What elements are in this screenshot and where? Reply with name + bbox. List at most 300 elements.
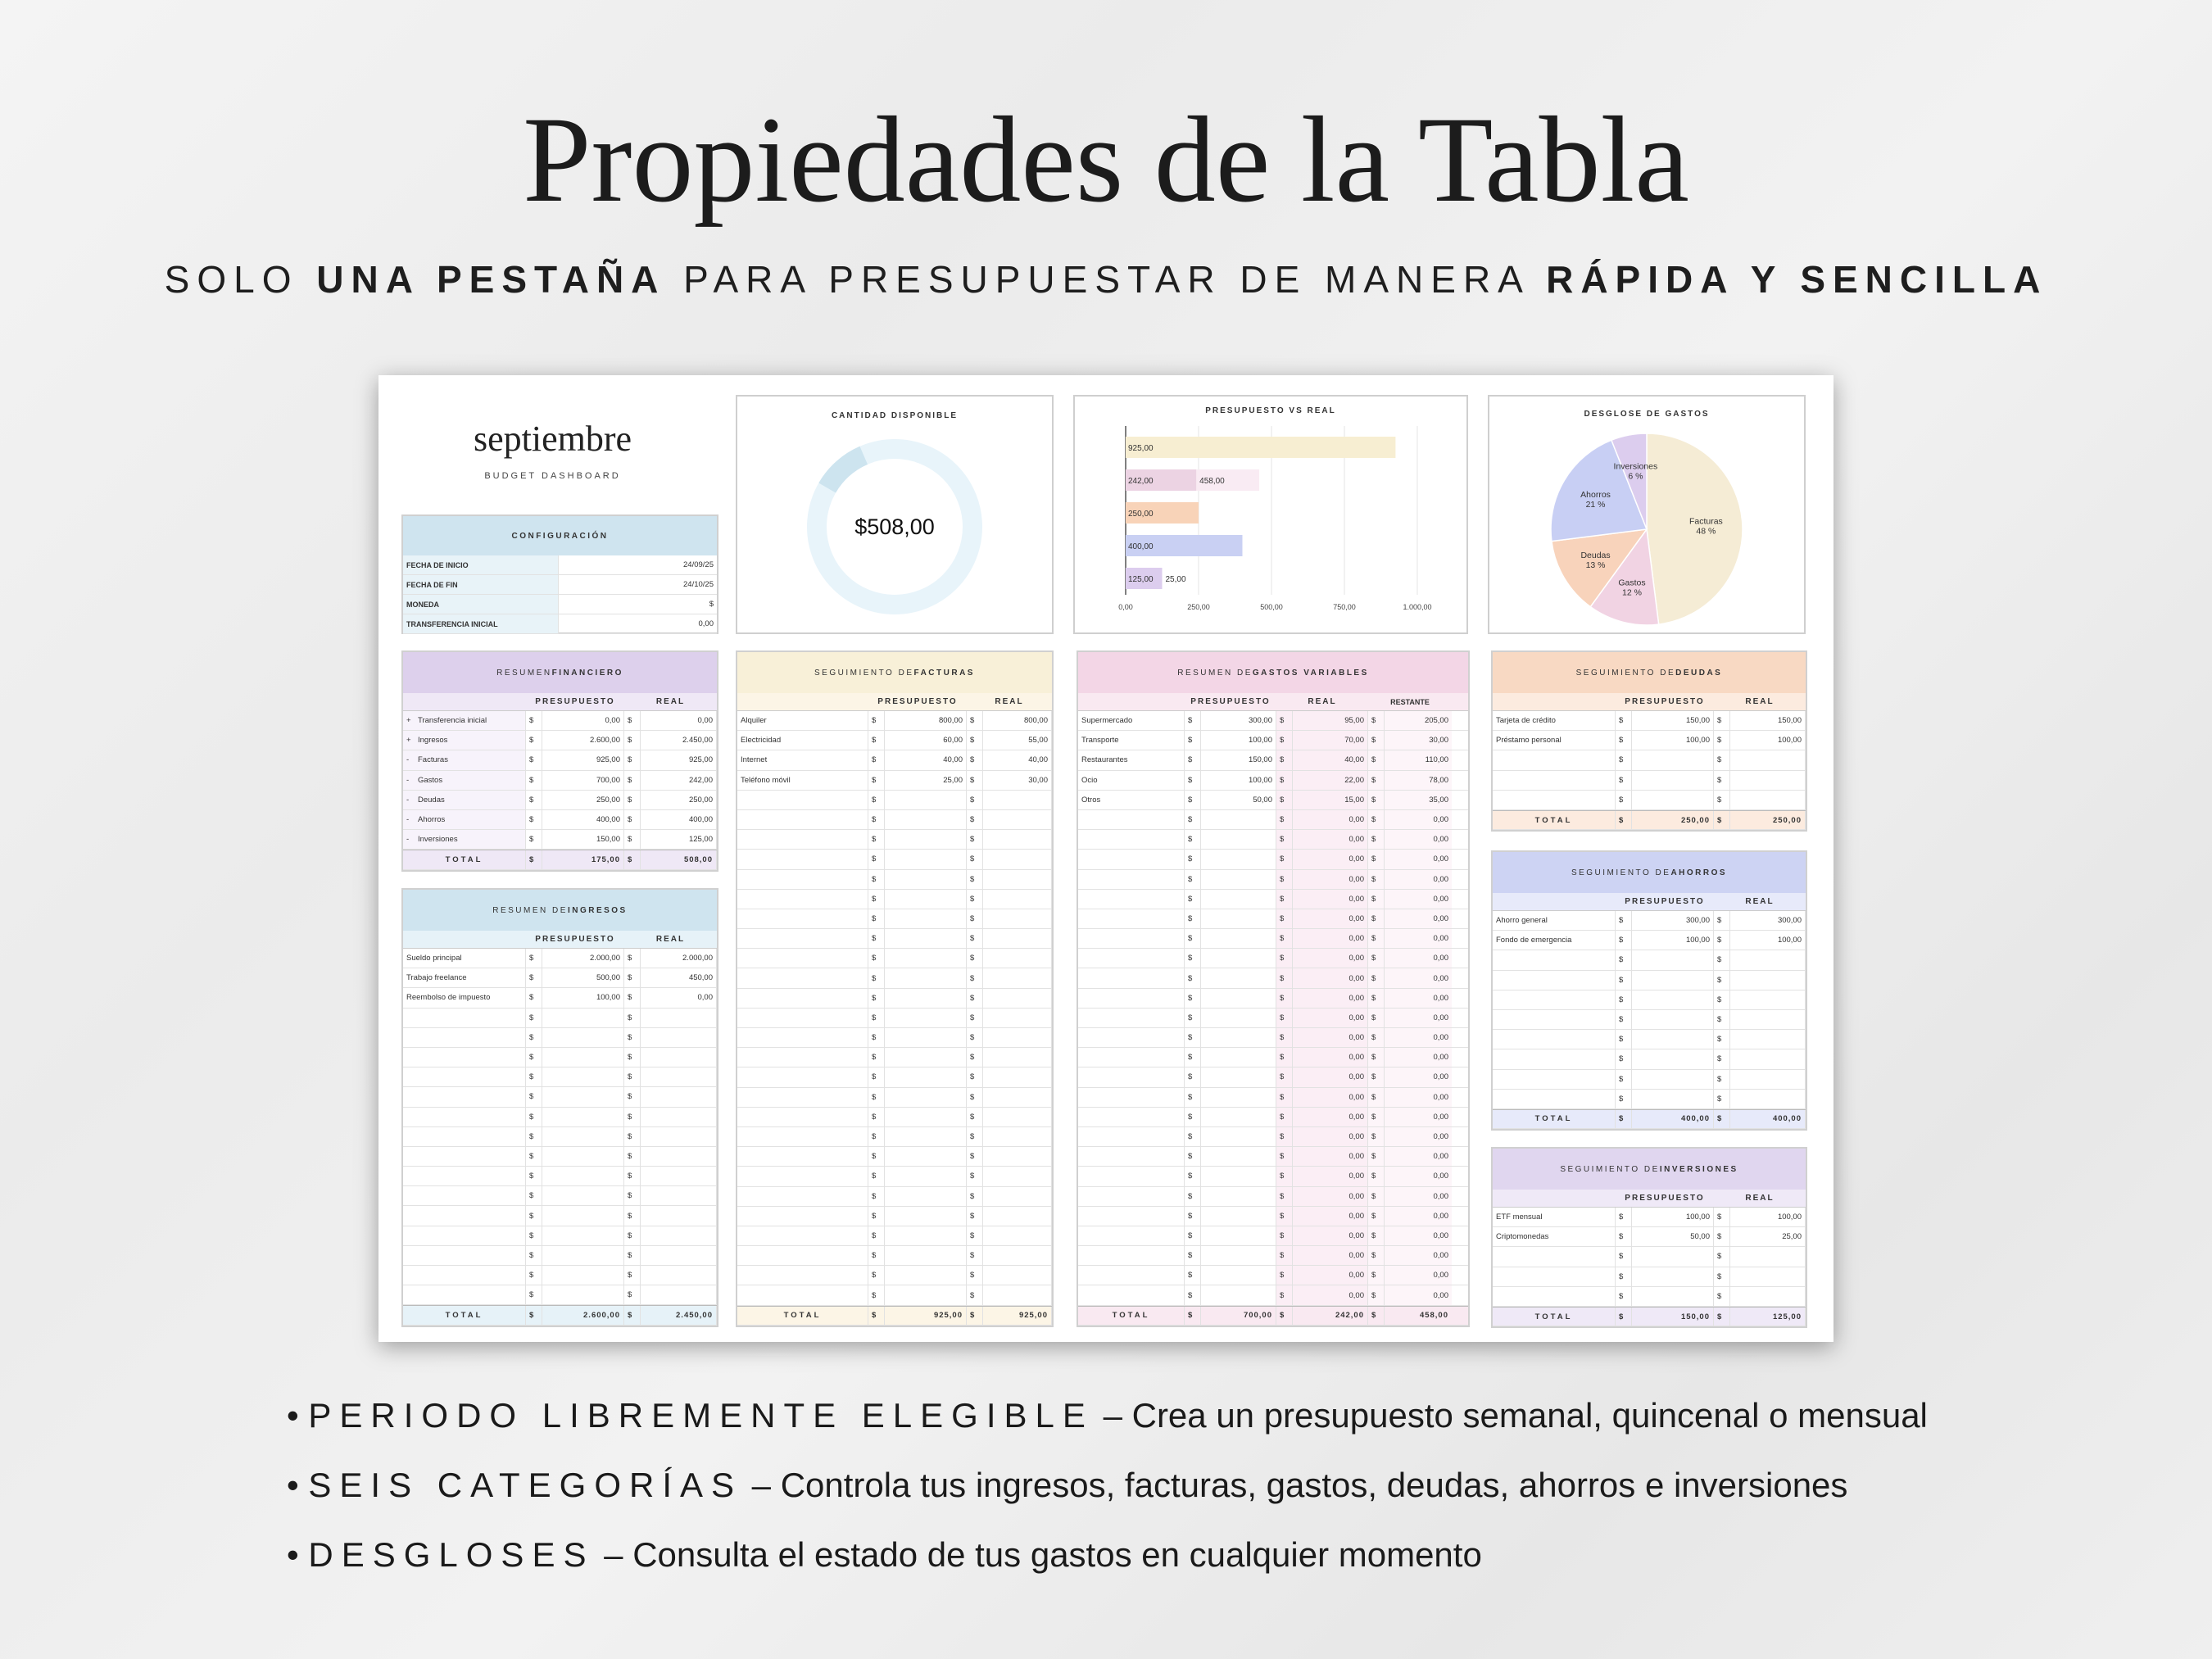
budget-value[interactable]: 2.600,00 bbox=[542, 731, 624, 750]
budget-value[interactable]: 50,00 bbox=[1632, 1227, 1714, 1246]
budget-value[interactable] bbox=[542, 1167, 624, 1185]
table-row[interactable] bbox=[1078, 771, 1468, 791]
budget-value[interactable]: 500,00 bbox=[542, 968, 624, 987]
budget-value[interactable]: 40,00 bbox=[885, 750, 967, 769]
budget-value[interactable]: 100,00 bbox=[1201, 731, 1276, 750]
budget-value[interactable]: 100,00 bbox=[1632, 931, 1714, 950]
table-row[interactable] bbox=[737, 1226, 1052, 1246]
real-value[interactable] bbox=[641, 1087, 717, 1106]
budget-value[interactable]: 300,00 bbox=[1201, 711, 1276, 730]
table-row[interactable] bbox=[737, 1147, 1052, 1167]
table-row[interactable] bbox=[1078, 1048, 1468, 1067]
real-value[interactable] bbox=[641, 1108, 717, 1126]
table-row[interactable] bbox=[737, 1108, 1052, 1127]
table-row[interactable] bbox=[737, 870, 1052, 890]
budget-value[interactable] bbox=[1632, 1267, 1714, 1286]
real-value[interactable]: 0,00 bbox=[1293, 1088, 1368, 1107]
real-value[interactable] bbox=[983, 1207, 1052, 1226]
real-value[interactable]: 150,00 bbox=[1730, 711, 1806, 730]
real-value[interactable] bbox=[641, 1246, 717, 1265]
real-value[interactable]: 300,00 bbox=[1730, 911, 1806, 930]
table-row[interactable] bbox=[1493, 1267, 1806, 1287]
budget-value[interactable]: 2.000,00 bbox=[542, 949, 624, 968]
table-row[interactable] bbox=[1493, 950, 1806, 970]
budget-value[interactable] bbox=[1201, 830, 1276, 849]
table-row[interactable] bbox=[1078, 1127, 1468, 1147]
budget-value[interactable] bbox=[885, 1167, 967, 1185]
real-value[interactable] bbox=[983, 1167, 1052, 1185]
real-value[interactable] bbox=[1730, 1030, 1806, 1049]
budget-value[interactable] bbox=[1632, 1010, 1714, 1029]
real-value[interactable] bbox=[641, 1009, 717, 1027]
real-value[interactable] bbox=[1730, 791, 1806, 809]
table-row[interactable] bbox=[1078, 850, 1468, 869]
table-row[interactable] bbox=[1078, 1108, 1468, 1127]
table-row[interactable] bbox=[737, 1067, 1052, 1087]
table-row[interactable] bbox=[1078, 968, 1468, 988]
table-row[interactable] bbox=[737, 1048, 1052, 1067]
config-value[interactable]: 0,00 bbox=[698, 619, 714, 628]
table-row[interactable] bbox=[737, 890, 1052, 909]
budget-value[interactable] bbox=[1201, 1088, 1276, 1107]
real-value[interactable]: 0,00 bbox=[1293, 1009, 1368, 1027]
budget-value[interactable] bbox=[1201, 1147, 1276, 1166]
table-row[interactable] bbox=[403, 1206, 717, 1226]
real-value[interactable]: 55,00 bbox=[983, 731, 1052, 750]
budget-value[interactable]: 250,00 bbox=[542, 791, 624, 809]
real-value[interactable] bbox=[983, 1009, 1052, 1027]
budget-value[interactable]: 25,00 bbox=[885, 771, 967, 790]
table-row[interactable] bbox=[403, 1226, 717, 1246]
real-value[interactable]: 0,00 bbox=[1293, 1147, 1368, 1166]
table-row[interactable] bbox=[737, 909, 1052, 929]
budget-value[interactable] bbox=[885, 870, 967, 889]
budget-value[interactable] bbox=[1632, 971, 1714, 990]
real-value[interactable]: 0,00 bbox=[1293, 989, 1368, 1008]
real-value[interactable] bbox=[983, 949, 1052, 968]
budget-value[interactable]: 300,00 bbox=[1632, 911, 1714, 930]
table-row[interactable] bbox=[1078, 1207, 1468, 1226]
real-value[interactable] bbox=[983, 989, 1052, 1008]
table-row[interactable] bbox=[1493, 771, 1806, 791]
table-row[interactable] bbox=[1078, 909, 1468, 929]
budget-value[interactable] bbox=[1201, 850, 1276, 868]
budget-value[interactable] bbox=[1201, 1067, 1276, 1086]
real-value[interactable] bbox=[641, 1186, 717, 1205]
table-row[interactable] bbox=[1078, 989, 1468, 1009]
table-row[interactable] bbox=[1078, 1167, 1468, 1186]
real-value[interactable]: 2.000,00 bbox=[641, 949, 717, 968]
budget-value[interactable]: 150,00 bbox=[1201, 750, 1276, 769]
table-row[interactable] bbox=[403, 810, 717, 830]
budget-value[interactable]: 100,00 bbox=[1201, 771, 1276, 790]
budget-value[interactable] bbox=[885, 830, 967, 849]
real-value[interactable] bbox=[1730, 1049, 1806, 1068]
budget-value[interactable] bbox=[542, 1028, 624, 1047]
budget-value[interactable] bbox=[542, 1266, 624, 1285]
table-row[interactable] bbox=[737, 1187, 1052, 1207]
config-value[interactable]: 24/09/25 bbox=[683, 560, 714, 569]
budget-value[interactable] bbox=[885, 1147, 967, 1166]
table-row[interactable] bbox=[737, 1266, 1052, 1285]
real-value[interactable]: 0,00 bbox=[1293, 1127, 1368, 1146]
real-value[interactable] bbox=[1730, 1287, 1806, 1306]
table-row[interactable] bbox=[1493, 990, 1806, 1010]
budget-value[interactable] bbox=[1201, 1266, 1276, 1285]
budget-value[interactable] bbox=[1201, 810, 1276, 829]
real-value[interactable]: 0,00 bbox=[1293, 1246, 1368, 1265]
table-row[interactable] bbox=[403, 1266, 717, 1285]
table-row[interactable] bbox=[1078, 949, 1468, 968]
table-row[interactable] bbox=[737, 1028, 1052, 1048]
table-row[interactable] bbox=[737, 1127, 1052, 1147]
table-row[interactable] bbox=[737, 949, 1052, 968]
budget-value[interactable] bbox=[1201, 1028, 1276, 1047]
table-row[interactable] bbox=[403, 968, 717, 988]
table-row[interactable] bbox=[1078, 731, 1468, 750]
real-value[interactable]: 0,00 bbox=[1293, 1266, 1368, 1285]
table-row[interactable] bbox=[403, 731, 717, 750]
budget-value[interactable] bbox=[1201, 1127, 1276, 1146]
budget-value[interactable] bbox=[885, 968, 967, 987]
budget-value[interactable]: 150,00 bbox=[1632, 711, 1714, 730]
table-row[interactable] bbox=[1078, 750, 1468, 770]
budget-value[interactable] bbox=[1201, 1187, 1276, 1206]
budget-value[interactable] bbox=[885, 1187, 967, 1206]
real-value[interactable] bbox=[1730, 750, 1806, 769]
table-row[interactable] bbox=[403, 1009, 717, 1028]
budget-value[interactable] bbox=[885, 890, 967, 909]
real-value[interactable] bbox=[983, 810, 1052, 829]
table-row[interactable] bbox=[403, 1147, 717, 1167]
real-value[interactable] bbox=[641, 1127, 717, 1146]
budget-value[interactable] bbox=[1201, 929, 1276, 948]
budget-value[interactable] bbox=[885, 929, 967, 948]
budget-value[interactable] bbox=[885, 1009, 967, 1027]
budget-value[interactable] bbox=[1632, 1287, 1714, 1306]
budget-value[interactable] bbox=[885, 1226, 967, 1245]
budget-value[interactable] bbox=[542, 1087, 624, 1106]
table-row[interactable] bbox=[403, 1246, 717, 1266]
config-value[interactable]: $ bbox=[709, 600, 714, 609]
real-value[interactable]: 100,00 bbox=[1730, 1208, 1806, 1226]
budget-value[interactable] bbox=[542, 1009, 624, 1027]
budget-value[interactable]: 50,00 bbox=[1201, 791, 1276, 809]
real-value[interactable] bbox=[983, 1127, 1052, 1146]
budget-value[interactable] bbox=[1632, 950, 1714, 969]
budget-value[interactable] bbox=[1201, 1167, 1276, 1185]
real-value[interactable] bbox=[983, 791, 1052, 809]
budget-value[interactable]: 100,00 bbox=[542, 988, 624, 1007]
table-row[interactable] bbox=[1493, 1287, 1806, 1307]
real-value[interactable] bbox=[983, 1088, 1052, 1107]
budget-value[interactable] bbox=[1201, 989, 1276, 1008]
budget-value[interactable] bbox=[885, 850, 967, 868]
budget-value[interactable] bbox=[542, 1067, 624, 1086]
table-row[interactable] bbox=[737, 791, 1052, 810]
table-row[interactable] bbox=[737, 1088, 1052, 1108]
real-value[interactable]: 800,00 bbox=[983, 711, 1052, 730]
budget-value[interactable] bbox=[1201, 1048, 1276, 1067]
real-value[interactable]: 250,00 bbox=[641, 791, 717, 809]
budget-value[interactable] bbox=[542, 1246, 624, 1265]
real-value[interactable] bbox=[983, 1266, 1052, 1285]
real-value[interactable]: 100,00 bbox=[1730, 931, 1806, 950]
real-value[interactable] bbox=[641, 1167, 717, 1185]
real-value[interactable]: 0,00 bbox=[1293, 1048, 1368, 1067]
budget-value[interactable] bbox=[1201, 1108, 1276, 1126]
budget-value[interactable] bbox=[885, 791, 967, 809]
budget-value[interactable] bbox=[542, 1206, 624, 1225]
real-value[interactable] bbox=[1730, 990, 1806, 1009]
table-row[interactable] bbox=[1493, 731, 1806, 750]
budget-value[interactable]: 100,00 bbox=[1632, 1208, 1714, 1226]
real-value[interactable]: 25,00 bbox=[1730, 1227, 1806, 1246]
real-value[interactable] bbox=[1730, 1010, 1806, 1029]
budget-value[interactable] bbox=[885, 909, 967, 928]
real-value[interactable] bbox=[983, 1285, 1052, 1304]
table-row[interactable] bbox=[403, 1048, 717, 1067]
real-value[interactable]: 242,00 bbox=[641, 771, 717, 790]
table-row[interactable] bbox=[1078, 929, 1468, 949]
table-row[interactable] bbox=[403, 771, 717, 791]
table-row[interactable] bbox=[403, 988, 717, 1008]
real-value[interactable]: 0,00 bbox=[1293, 929, 1368, 948]
table-row[interactable] bbox=[737, 1009, 1052, 1028]
table-row[interactable] bbox=[403, 1108, 717, 1127]
budget-value[interactable] bbox=[1201, 1226, 1276, 1245]
real-value[interactable] bbox=[983, 850, 1052, 868]
real-value[interactable]: 450,00 bbox=[641, 968, 717, 987]
budget-value[interactable] bbox=[1201, 949, 1276, 968]
real-value[interactable] bbox=[641, 1028, 717, 1047]
table-row[interactable] bbox=[1078, 810, 1468, 830]
budget-value[interactable]: 700,00 bbox=[542, 771, 624, 790]
table-row[interactable] bbox=[1078, 1226, 1468, 1246]
real-value[interactable]: 95,00 bbox=[1293, 711, 1368, 730]
table-row[interactable] bbox=[403, 1167, 717, 1186]
real-value[interactable] bbox=[983, 1067, 1052, 1086]
table-row[interactable] bbox=[737, 830, 1052, 850]
real-value[interactable] bbox=[1730, 971, 1806, 990]
table-row[interactable] bbox=[1493, 911, 1806, 931]
budget-value[interactable] bbox=[1632, 1070, 1714, 1089]
table-row[interactable] bbox=[403, 1087, 717, 1107]
budget-value[interactable] bbox=[542, 1127, 624, 1146]
table-row[interactable] bbox=[1493, 1049, 1806, 1069]
table-row[interactable] bbox=[1493, 1227, 1806, 1247]
budget-value[interactable] bbox=[885, 1246, 967, 1265]
real-value[interactable]: 0,00 bbox=[1293, 870, 1368, 889]
real-value[interactable] bbox=[983, 890, 1052, 909]
budget-value[interactable] bbox=[885, 989, 967, 1008]
real-value[interactable]: 0,00 bbox=[1293, 1028, 1368, 1047]
real-value[interactable] bbox=[983, 870, 1052, 889]
real-value[interactable] bbox=[641, 1147, 717, 1166]
budget-value[interactable] bbox=[542, 1285, 624, 1304]
table-row[interactable] bbox=[1078, 1187, 1468, 1207]
real-value[interactable] bbox=[983, 929, 1052, 948]
config-value[interactable]: 24/10/25 bbox=[683, 580, 714, 589]
table-row[interactable] bbox=[737, 968, 1052, 988]
table-row[interactable] bbox=[737, 711, 1052, 731]
real-value[interactable] bbox=[641, 1226, 717, 1245]
real-value[interactable]: 0,00 bbox=[1293, 830, 1368, 849]
table-row[interactable] bbox=[1493, 971, 1806, 990]
table-row[interactable] bbox=[1493, 750, 1806, 770]
budget-value[interactable] bbox=[1201, 890, 1276, 909]
real-value[interactable]: 0,00 bbox=[1293, 1067, 1368, 1086]
real-value[interactable]: 2.450,00 bbox=[641, 731, 717, 750]
real-value[interactable]: 400,00 bbox=[641, 810, 717, 829]
budget-value[interactable] bbox=[1632, 791, 1714, 809]
real-value[interactable]: 70,00 bbox=[1293, 731, 1368, 750]
budget-value[interactable] bbox=[885, 1207, 967, 1226]
real-value[interactable]: 40,00 bbox=[1293, 750, 1368, 769]
table-row[interactable] bbox=[403, 830, 717, 850]
table-row[interactable] bbox=[403, 791, 717, 810]
budget-value[interactable] bbox=[1201, 1009, 1276, 1027]
budget-value[interactable] bbox=[1201, 968, 1276, 987]
table-row[interactable] bbox=[1078, 890, 1468, 909]
real-value[interactable]: 0,00 bbox=[1293, 909, 1368, 928]
real-value[interactable] bbox=[983, 1048, 1052, 1067]
budget-value[interactable] bbox=[542, 1048, 624, 1067]
budget-value[interactable] bbox=[1632, 1247, 1714, 1266]
real-value[interactable] bbox=[983, 1108, 1052, 1126]
real-value[interactable] bbox=[983, 968, 1052, 987]
table-row[interactable] bbox=[737, 989, 1052, 1009]
real-value[interactable] bbox=[983, 1187, 1052, 1206]
real-value[interactable]: 22,00 bbox=[1293, 771, 1368, 790]
table-row[interactable] bbox=[737, 731, 1052, 750]
real-value[interactable]: 0,00 bbox=[1293, 1226, 1368, 1245]
real-value[interactable]: 0,00 bbox=[1293, 810, 1368, 829]
table-row[interactable] bbox=[1078, 791, 1468, 810]
table-row[interactable] bbox=[1078, 1147, 1468, 1167]
real-value[interactable]: 0,00 bbox=[641, 988, 717, 1007]
real-value[interactable] bbox=[1730, 1090, 1806, 1108]
budget-value[interactable] bbox=[885, 810, 967, 829]
budget-value[interactable] bbox=[1632, 750, 1714, 769]
real-value[interactable]: 0,00 bbox=[1293, 968, 1368, 987]
table-row[interactable] bbox=[1078, 870, 1468, 890]
table-row[interactable] bbox=[1078, 1067, 1468, 1087]
table-row[interactable] bbox=[1493, 1208, 1806, 1227]
table-row[interactable] bbox=[403, 1285, 717, 1305]
budget-value[interactable] bbox=[542, 1147, 624, 1166]
real-value[interactable] bbox=[641, 1266, 717, 1285]
real-value[interactable] bbox=[983, 1226, 1052, 1245]
real-value[interactable]: 0,00 bbox=[1293, 1207, 1368, 1226]
budget-value[interactable] bbox=[1201, 1207, 1276, 1226]
real-value[interactable] bbox=[983, 1028, 1052, 1047]
budget-value[interactable] bbox=[1632, 771, 1714, 790]
real-value[interactable]: 0,00 bbox=[1293, 1285, 1368, 1304]
budget-value[interactable] bbox=[885, 1127, 967, 1146]
table-row[interactable] bbox=[1078, 830, 1468, 850]
real-value[interactable] bbox=[1730, 1247, 1806, 1266]
table-row[interactable] bbox=[737, 1246, 1052, 1266]
table-row[interactable] bbox=[1078, 1009, 1468, 1028]
table-row[interactable] bbox=[403, 750, 717, 770]
table-row[interactable] bbox=[1078, 1028, 1468, 1048]
budget-value[interactable] bbox=[1201, 909, 1276, 928]
real-value[interactable]: 0,00 bbox=[641, 711, 717, 730]
budget-value[interactable]: 925,00 bbox=[542, 750, 624, 769]
real-value[interactable] bbox=[983, 1246, 1052, 1265]
budget-value[interactable] bbox=[885, 1028, 967, 1047]
table-row[interactable] bbox=[737, 850, 1052, 869]
budget-value[interactable]: 150,00 bbox=[542, 830, 624, 849]
real-value[interactable]: 100,00 bbox=[1730, 731, 1806, 750]
table-row[interactable] bbox=[403, 1028, 717, 1048]
table-row[interactable] bbox=[1493, 1247, 1806, 1267]
budget-value[interactable] bbox=[885, 1285, 967, 1304]
real-value[interactable] bbox=[641, 1206, 717, 1225]
budget-value[interactable]: 100,00 bbox=[1632, 731, 1714, 750]
table-row[interactable] bbox=[737, 1285, 1052, 1305]
budget-value[interactable] bbox=[1632, 990, 1714, 1009]
table-row[interactable] bbox=[1493, 1070, 1806, 1090]
budget-value[interactable] bbox=[1201, 1246, 1276, 1265]
real-value[interactable]: 15,00 bbox=[1293, 791, 1368, 809]
table-row[interactable] bbox=[1078, 1246, 1468, 1266]
table-row[interactable] bbox=[1493, 1090, 1806, 1109]
real-value[interactable]: 0,00 bbox=[1293, 1108, 1368, 1126]
real-value[interactable]: 0,00 bbox=[1293, 890, 1368, 909]
real-value[interactable]: 0,00 bbox=[1293, 1187, 1368, 1206]
table-row[interactable] bbox=[1493, 931, 1806, 950]
real-value[interactable]: 125,00 bbox=[641, 830, 717, 849]
real-value[interactable] bbox=[1730, 771, 1806, 790]
table-row[interactable] bbox=[403, 711, 717, 731]
budget-value[interactable]: 400,00 bbox=[542, 810, 624, 829]
table-row[interactable] bbox=[1493, 1030, 1806, 1049]
table-row[interactable] bbox=[737, 771, 1052, 791]
budget-value[interactable] bbox=[542, 1226, 624, 1245]
real-value[interactable]: 0,00 bbox=[1293, 1167, 1368, 1185]
table-row[interactable] bbox=[403, 1127, 717, 1147]
table-row[interactable] bbox=[737, 1167, 1052, 1186]
real-value[interactable] bbox=[983, 909, 1052, 928]
real-value[interactable]: 0,00 bbox=[1293, 850, 1368, 868]
table-row[interactable] bbox=[737, 750, 1052, 770]
budget-value[interactable] bbox=[1632, 1090, 1714, 1108]
real-value[interactable] bbox=[983, 830, 1052, 849]
budget-value[interactable] bbox=[885, 1048, 967, 1067]
budget-value[interactable] bbox=[885, 1067, 967, 1086]
real-value[interactable] bbox=[983, 1147, 1052, 1166]
budget-value[interactable]: 800,00 bbox=[885, 711, 967, 730]
real-value[interactable]: 0,00 bbox=[1293, 949, 1368, 968]
real-value[interactable] bbox=[641, 1067, 717, 1086]
real-value[interactable] bbox=[641, 1285, 717, 1304]
table-row[interactable] bbox=[1078, 1266, 1468, 1285]
real-value[interactable]: 925,00 bbox=[641, 750, 717, 769]
budget-value[interactable]: 60,00 bbox=[885, 731, 967, 750]
real-value[interactable] bbox=[641, 1048, 717, 1067]
table-row[interactable] bbox=[403, 1067, 717, 1087]
budget-value[interactable] bbox=[885, 1266, 967, 1285]
table-row[interactable] bbox=[737, 1207, 1052, 1226]
table-row[interactable] bbox=[1078, 1285, 1468, 1305]
budget-value[interactable]: 0,00 bbox=[542, 711, 624, 730]
table-row[interactable] bbox=[1078, 1088, 1468, 1108]
budget-value[interactable] bbox=[542, 1186, 624, 1205]
budget-value[interactable] bbox=[1201, 1285, 1276, 1304]
table-row[interactable] bbox=[1078, 711, 1468, 731]
